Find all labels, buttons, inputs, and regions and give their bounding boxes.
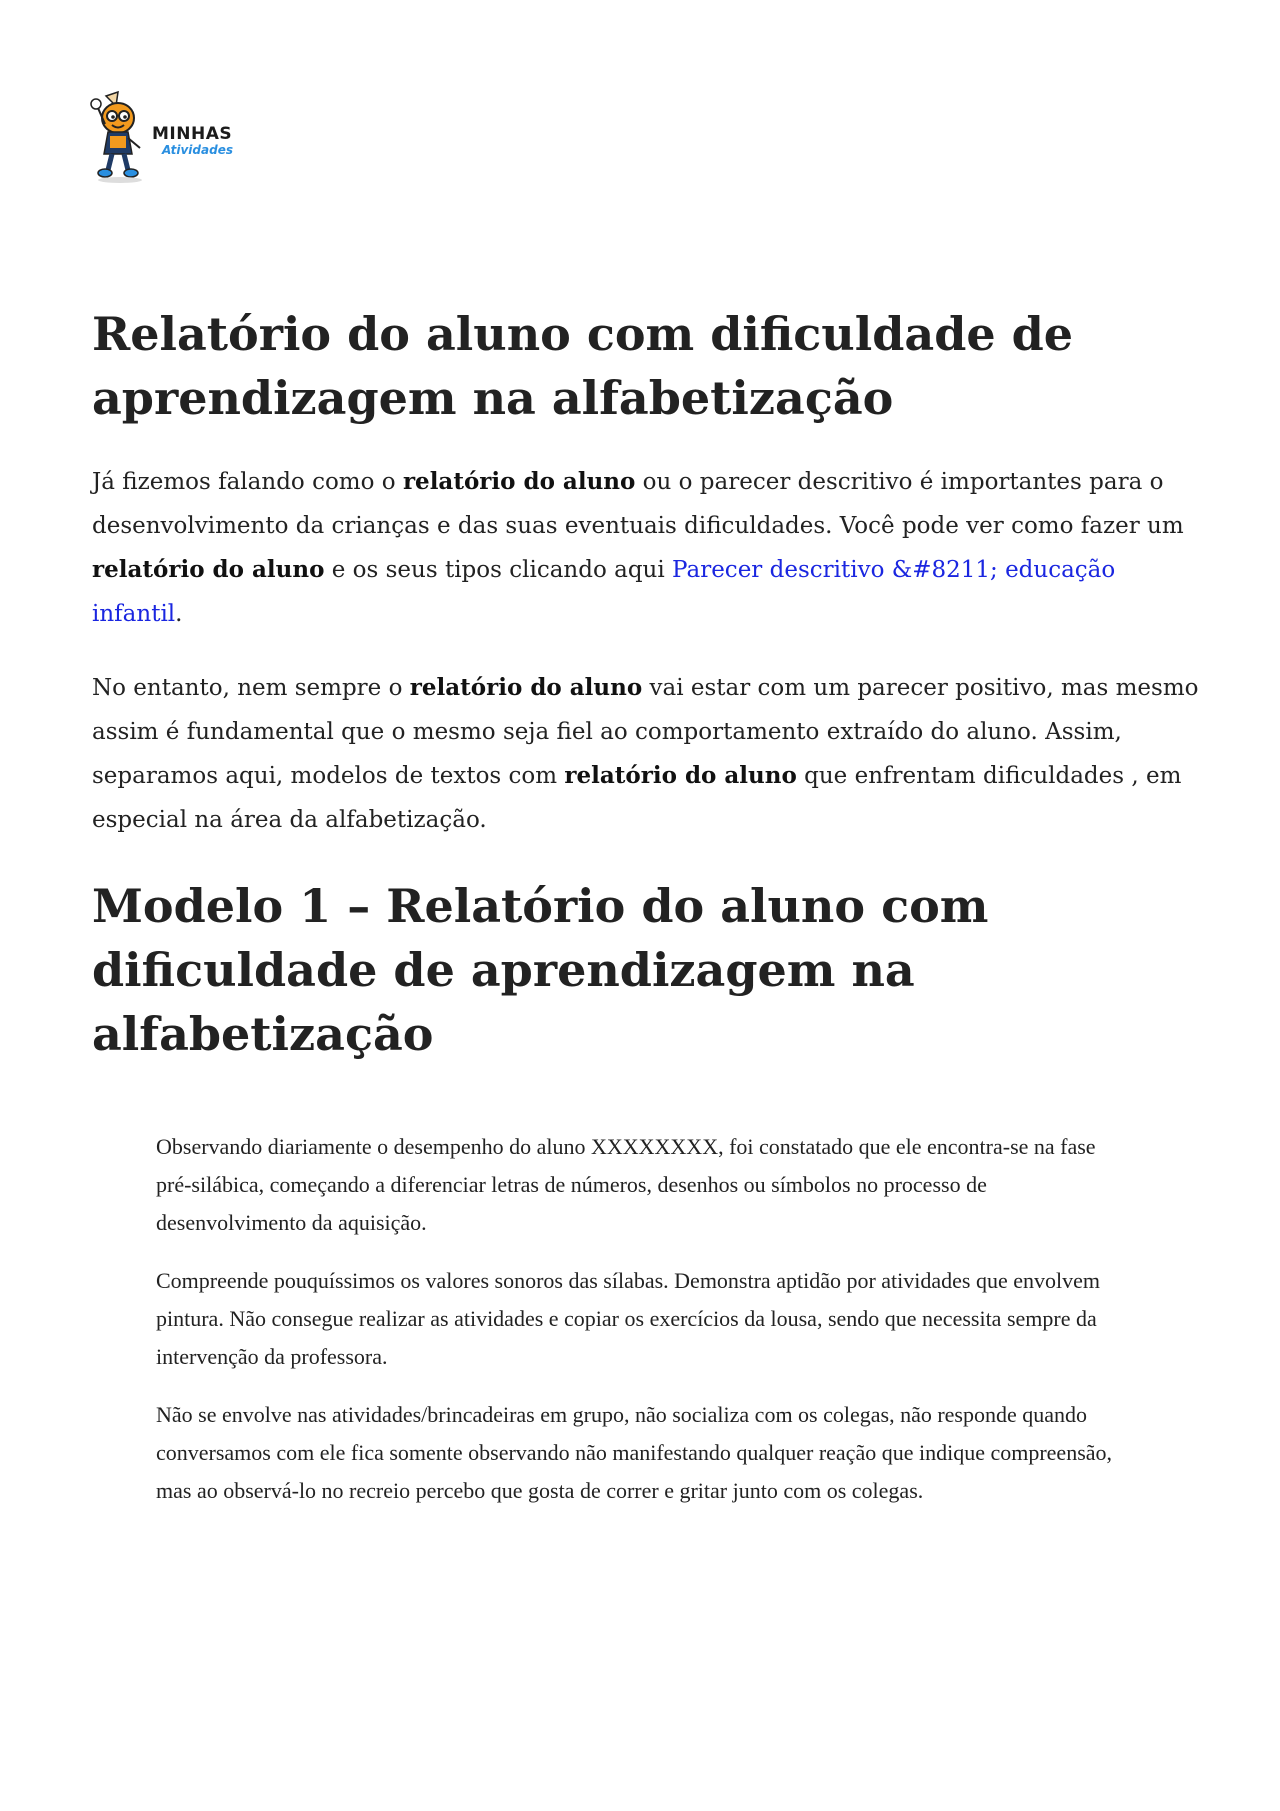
bold-keyword: relatório do aluno xyxy=(92,556,325,583)
bold-keyword: relatório do aluno xyxy=(402,468,636,495)
model-1-paragraph-2: Compreende pouquíssimos os valores sonoros das sílabas. Demonstra aptidão por atividades que envolvem pintura. Não consegue realizar as atividades e copiar os exercícios da lousa, sendo que necessita sempre da intervenção da professora. xyxy=(156,1268,1100,1369)
intro-paragraph-2 xyxy=(92,666,1200,842)
model-1-paragraph-1: Observando diariamente o desempenho do aluno XXXXXXXX, foi constatado que ele encontra-se na fase pré-silábica, começando a diferenciar letras de números, desenhos ou símbolos no processo de desenvolvimento da aquisição. xyxy=(156,1134,1096,1235)
page-title: Relatório do aluno com dificuldade de aprendizagem na alfabetização xyxy=(92,307,1074,425)
bold-keyword: relatório do aluno xyxy=(564,762,797,789)
text-span: No entanto, nem sempre o xyxy=(92,675,410,701)
logo-text-atividades: Atividades xyxy=(162,143,233,157)
model-1-heading: Modelo 1 – Relatório do aluno com dificuldade de aprendizagem na alfabetização xyxy=(92,879,989,1061)
bold-keyword: relatório do aluno xyxy=(409,674,643,701)
model-1-paragraph-3: Não se envolve nas atividades/brincadeiras em grupo, não socializa com os colegas, não responde quando conversamos com ele fica somente observando não manifestando qualquer reação que indique compreensão, mas ao observá-lo no recreio percebo que gosta de correr e gritar junto com os colegas. xyxy=(156,1402,1113,1503)
model-1-blockquote xyxy=(156,1128,1126,1510)
intro-paragraph-1 xyxy=(92,460,1200,636)
text-span: . xyxy=(175,601,183,627)
text-span: e os seus tipos clicando aqui xyxy=(324,557,673,583)
text-span: que enfrentam dificuldades , em especial na área da alfabetização. xyxy=(92,763,1182,833)
article xyxy=(92,302,1200,1530)
logo-text-minhas: MINHAS xyxy=(152,124,233,144)
parecer-descritivo-link[interactable]: Parecer descritivo &#8211; educação infantil xyxy=(92,557,1116,627)
text-span: ou o parecer descritivo é importantes para o desenvolvimento da crianças e das suas eventuais dificuldades. Você pode ver como fazer um xyxy=(92,469,1184,539)
text-span: vai estar com um parecer positivo, mas mesmo assim é fundamental que o mesmo seja fiel ao comportamento extraído do aluno. Assim, separamos aqui, modelos de textos com xyxy=(92,675,1199,789)
text-span: Já fizemos falando como o xyxy=(92,469,403,495)
site-logo[interactable] xyxy=(88,90,233,185)
pencil-mascot-icon xyxy=(88,90,158,185)
